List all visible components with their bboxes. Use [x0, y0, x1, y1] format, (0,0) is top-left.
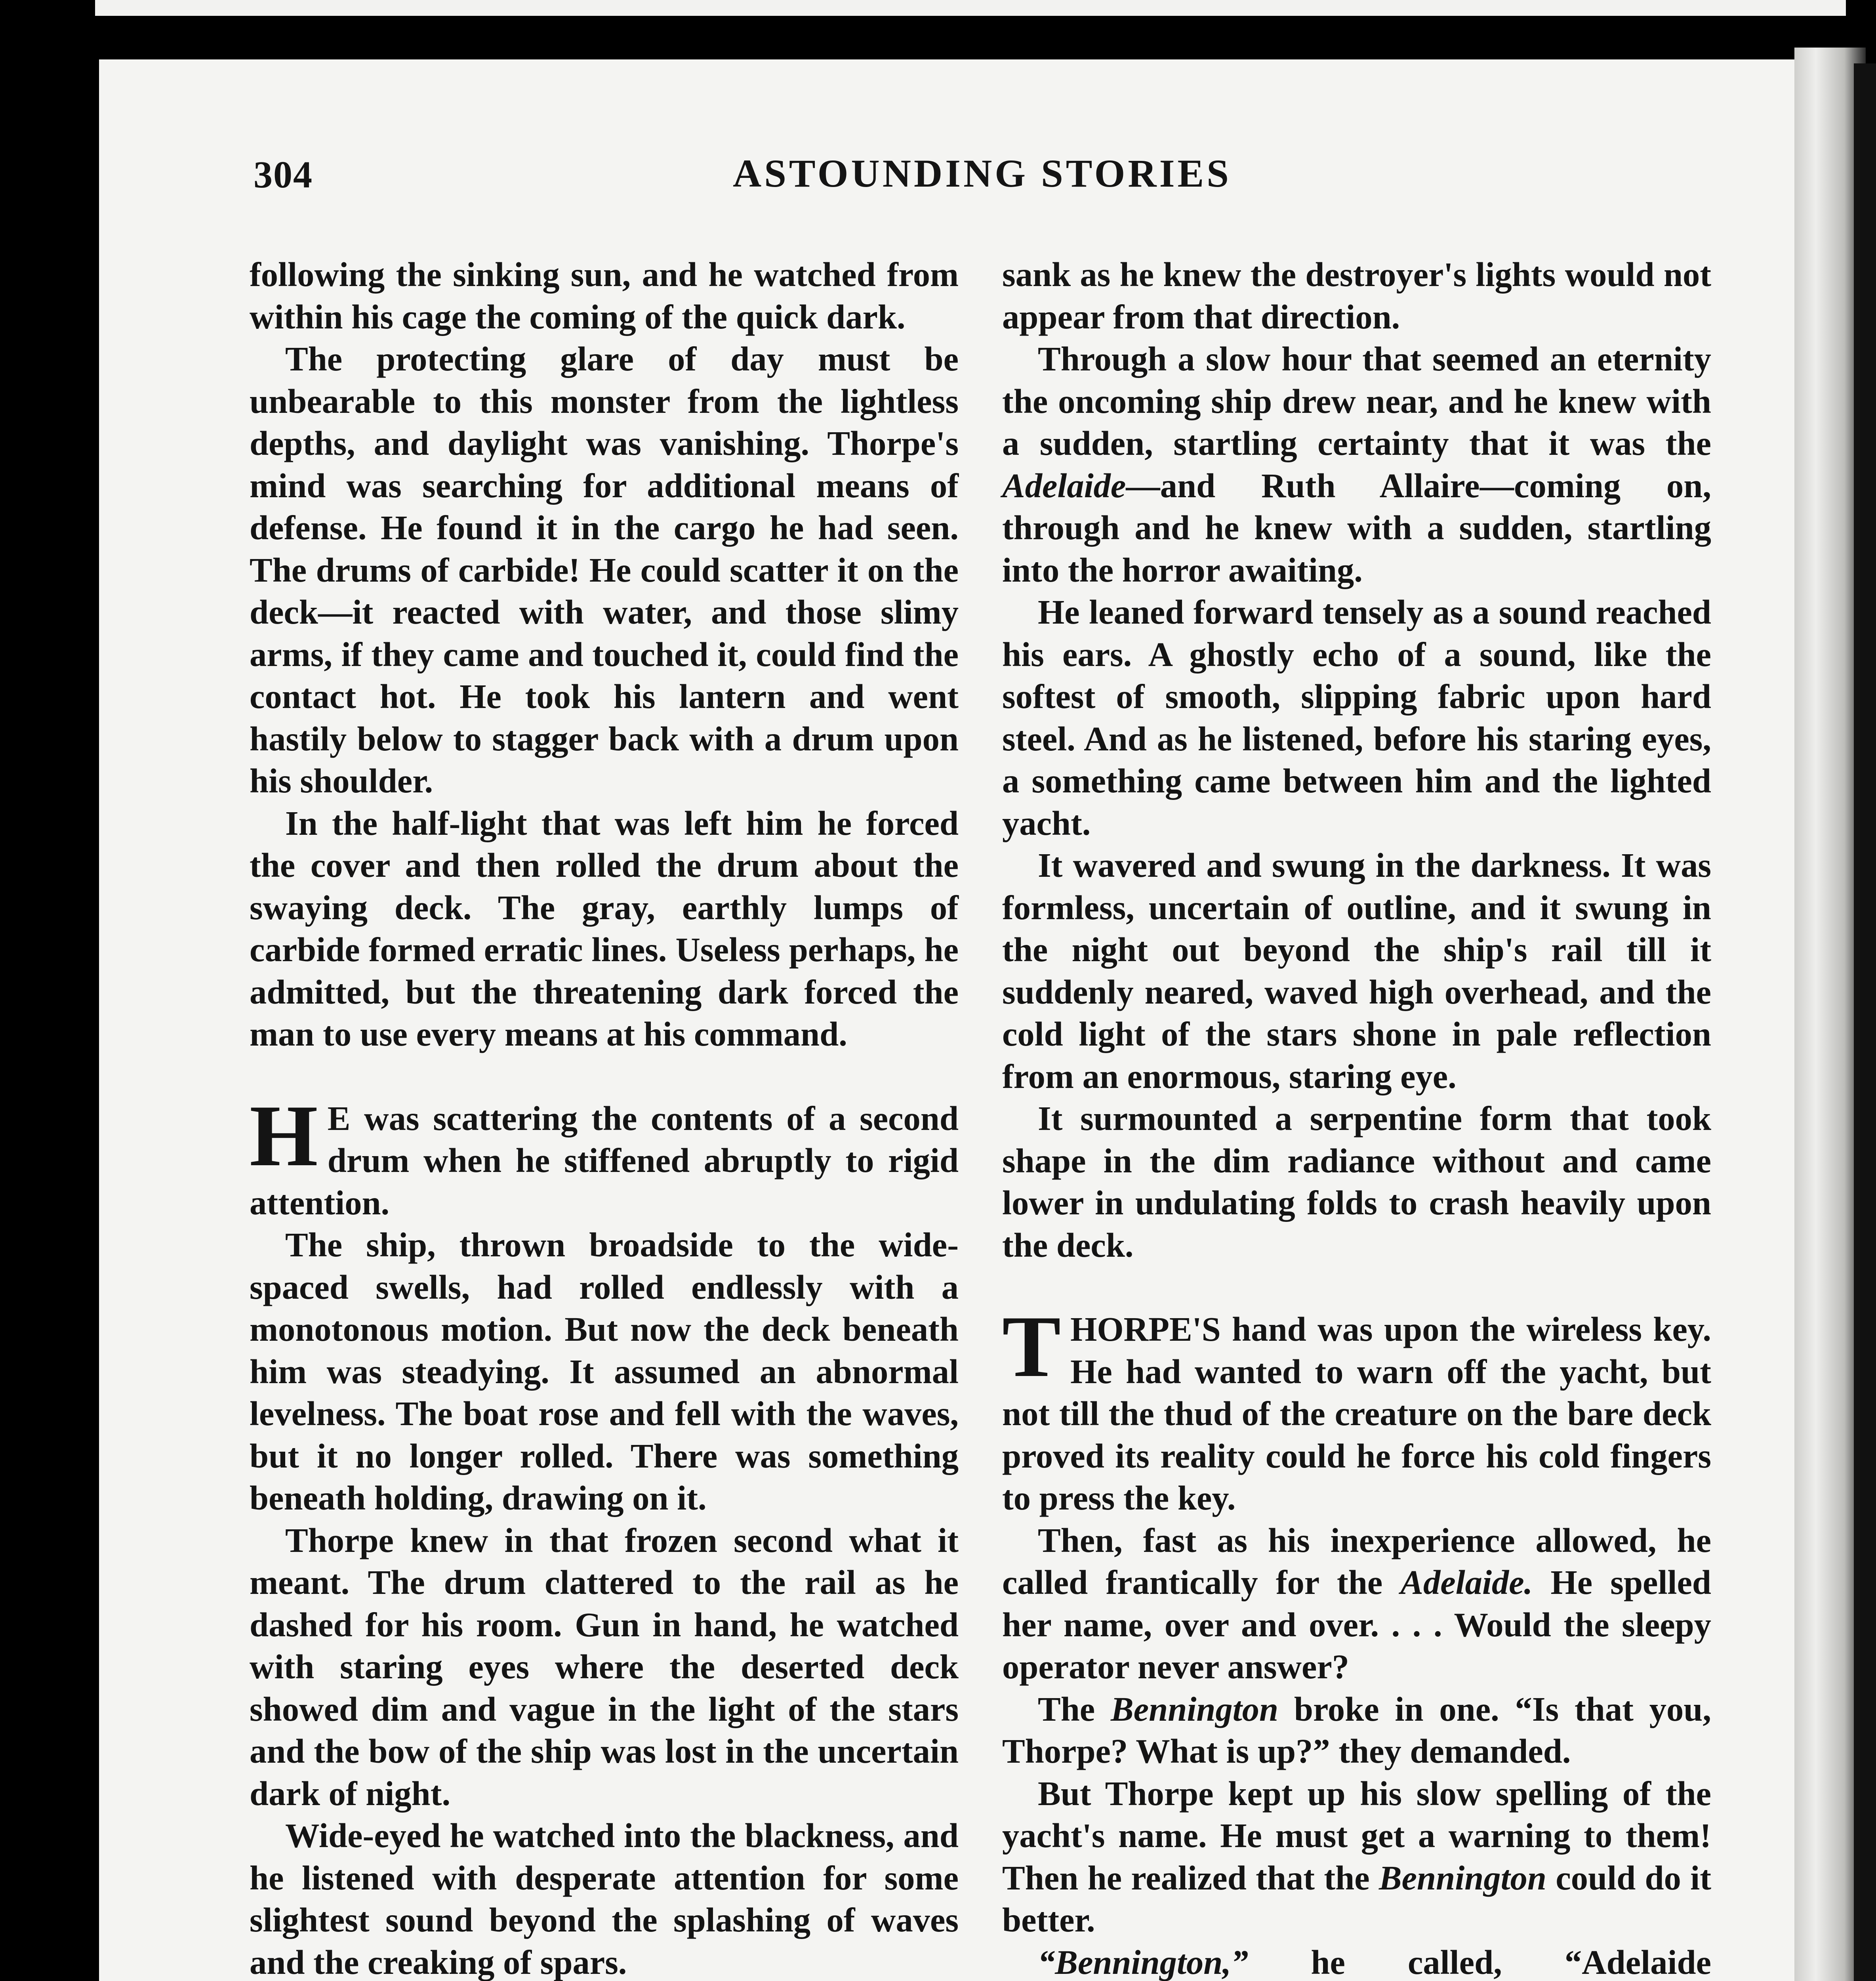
paragraph-text: broke in one. “Is that you, Thorpe? What is up?” they demanded.: [1002, 1690, 1711, 1770]
paragraph: following the sinking sun, and he watched from within his cage the coming of the quick dark.: [250, 256, 959, 336]
paragraph: [1002, 1941, 1711, 1981]
paragraph: [1002, 338, 1711, 591]
paragraph-text: he called, “Adelaide: [1311, 1943, 1711, 1981]
paragraph: Thorpe knew in that frozen second what it meant. The drum clattered to the rail as he dashed for his room. Gun in hand, he watched with staring eyes where the deserted deck showed dim and vague in the light of the stars and the bow of the ship was lost in the uncertain dark of night.: [250, 1521, 959, 1813]
drop-cap: T: [1002, 1298, 1061, 1395]
paragraph-text: The: [1038, 1690, 1111, 1728]
paragraph-text: HORPE'S hand was upon the wireless key. He had wanted to warn off the yacht, but not till the thud of the creature on the bare deck proved its reality could he force his cold fingers to press the key.: [1002, 1310, 1711, 1517]
paragraph-text: E was scattering the contents of a second drum when he stiffened abruptly to rigid attention.: [250, 1099, 959, 1222]
ship-name: Adelaide.: [1400, 1563, 1533, 1601]
paragraph-text: could do it better.: [1002, 1859, 1711, 1939]
running-head: ASTOUNDING STORIES: [733, 151, 1232, 195]
paragraph-text: He spelled her name, over and over. . . . Would the sleepy operator never answer?: [1002, 1563, 1712, 1686]
paragraph-text: But Thorpe kept up his slow spelling of the yacht's name. He must get a warning to them! Then he realized that the: [1002, 1774, 1711, 1897]
right-column: [1002, 254, 1711, 1981]
paragraph: Wide-eyed he watched into the blackness, and he listened with desperate attention for some slightest sound beyond the splashing of waves and the creaking of spars.: [250, 1817, 959, 1981]
paragraph-text: Through a slow hour that seemed an eternity the oncoming ship drew near, and he knew with a sudden, startling certainty that it was the: [1002, 340, 1711, 462]
section-paragraph: [250, 1087, 959, 1224]
paragraph-text: —and Ruth Allaire—coming on, through and he knew with a sudden, startling into the horror awaiting.: [1002, 466, 1711, 589]
paragraph: [1002, 1773, 1711, 1941]
ship-name: “Bennington,”: [1038, 1943, 1249, 1981]
ship-name: Bennington: [1378, 1859, 1547, 1897]
paragraph: It surmounted a serpentine form that took shape in the dim radiance without and came lower in undulating folds to crash heavily upon the deck.: [1002, 1099, 1711, 1264]
paragraph: sank as he knew the destroyer's lights would not appear from that direction.: [1002, 256, 1711, 336]
paragraph: The protecting glare of day must be unbearable to this monster from the lightless depths, and daylight was vanishing. Thorpe's mind was searching for additional means of defense. He found it in the cargo he had seen. The drums of carbide! He could scatter it on the deck—it reacted with water, and those slimy arms, if they came and touched it, could find the contact hot. He took his lantern and went hastily below to stagger back with a drum upon his shoulder.: [250, 340, 959, 800]
paragraph: In the half-light that was left him he forced the cover and then rolled the drum about the swaying deck. The gray, earthly lumps of carbide formed erratic lines. Useless perhaps, he admitted, but the threatening dark forced the man to use every means at his command.: [250, 804, 959, 1053]
ship-name: Bennington: [1111, 1690, 1279, 1728]
left-column: [250, 254, 959, 1981]
section-paragraph: [1002, 1298, 1711, 1519]
ship-name: Adelaide: [1002, 466, 1126, 505]
paragraph: [1002, 1688, 1711, 1773]
drop-cap: H: [250, 1087, 318, 1185]
paragraph: He leaned forward tensely as a sound reached his ears. A ghostly echo of a sound, like the softest of smooth, slipping fabric upon hard steel. And as he listened, before his staring eyes, a something came between him and the lighted yacht.: [1002, 593, 1711, 842]
page-number: 304: [254, 153, 313, 196]
previous-page-edge: [95, 0, 1846, 16]
spine-shadow: [1854, 63, 1876, 1981]
paragraph: [1002, 1519, 1711, 1688]
paragraph-text: Then, fast as his inexperience allowed, he called frantically for the: [1002, 1521, 1711, 1601]
paragraph: The ship, thrown broadside to the wide-spaced swells, had rolled endlessly with a monotonous motion. But now the deck beneath him was steadying. It assumed an abnormal levelness. The boat rose and fell with the waves, but it no longer rolled. There was something beneath holding, drawing on it.: [250, 1226, 959, 1517]
paragraph: It wavered and swung in the darkness. It was formless, uncertain of outline, and it swung in the night out beyond the ship's rail till it suddenly neared, waved high overhead, and the cold light of the stars shone in pale reflection from an enormous, staring eye.: [1002, 846, 1711, 1095]
